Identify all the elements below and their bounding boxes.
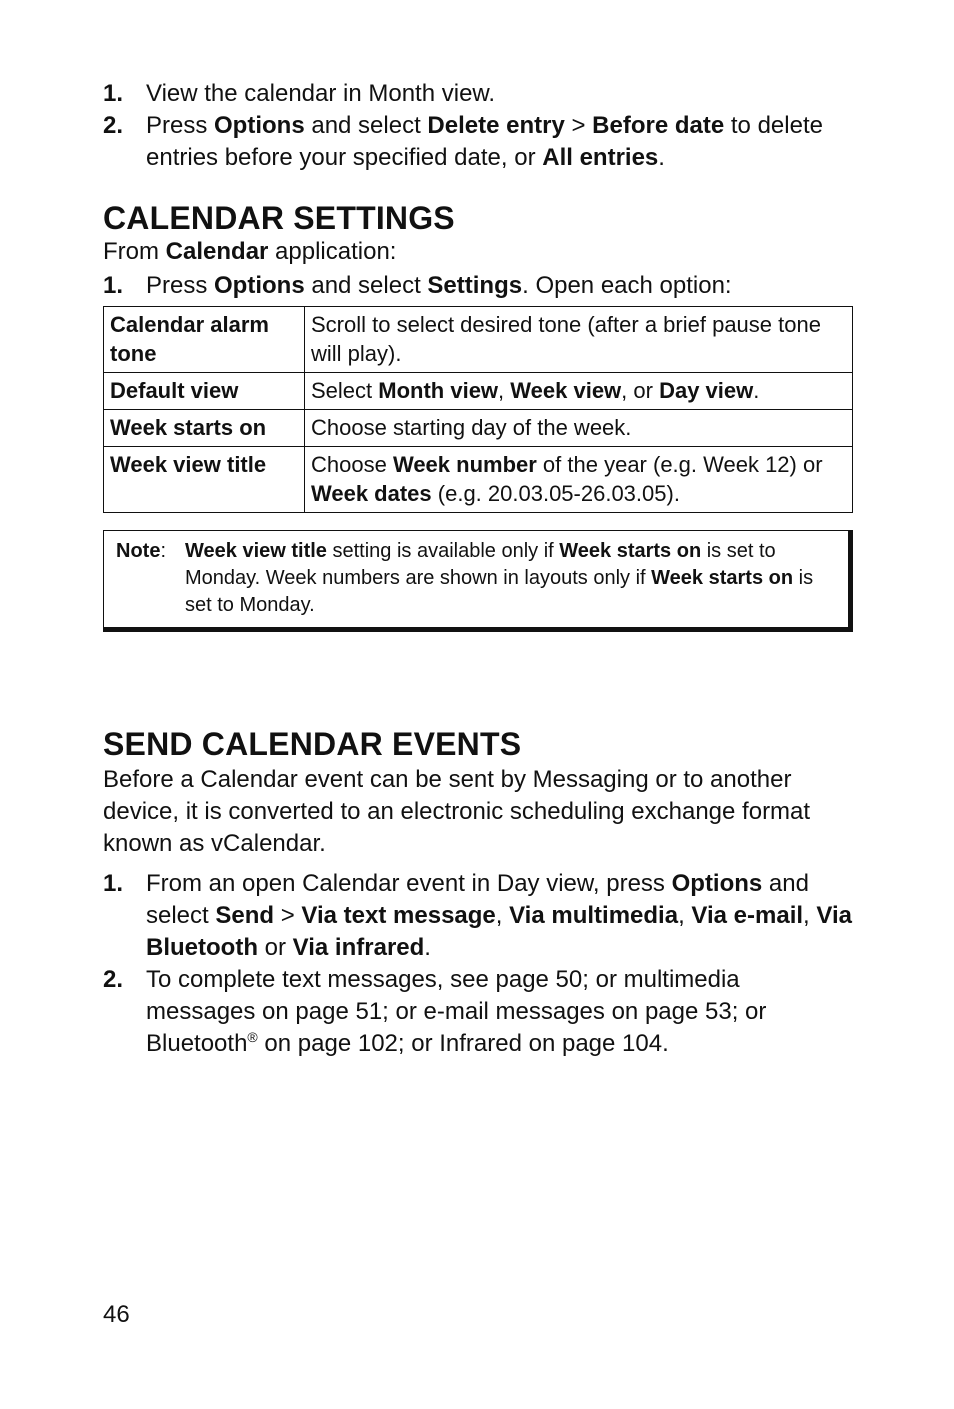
setting-description xyxy=(305,447,853,513)
text-run: , or xyxy=(621,378,660,403)
text-run: Press xyxy=(146,272,215,299)
table-row xyxy=(104,410,853,447)
bold-text: Via text message xyxy=(301,902,496,929)
bold-text: All entries xyxy=(542,144,659,171)
step-text xyxy=(146,110,853,174)
list-item xyxy=(103,78,853,110)
table-row xyxy=(104,447,853,513)
text-run: From an open Calendar event in Day view, press xyxy=(146,870,672,897)
bold-text: Week starts on xyxy=(651,567,794,589)
text-run: . xyxy=(658,144,665,171)
bold-text: Week starts on xyxy=(559,540,702,562)
step-number: 1. xyxy=(103,272,124,299)
calendar-settings-heading: CALENDAR SETTINGS xyxy=(103,200,455,236)
send-steps xyxy=(103,868,853,1060)
text-run: Choose xyxy=(311,452,393,477)
text-run: setting is available only if xyxy=(326,540,560,562)
text-run: Select xyxy=(311,378,379,403)
table-row xyxy=(104,373,853,410)
note-label: Note: xyxy=(116,540,167,562)
text-run: To complete text messages, see page 50; or multimedia messages on page 51; or e-mail messages on page 53; or Bluetooth xyxy=(146,966,767,1057)
text-run: . xyxy=(424,934,431,961)
bold-text: Month view xyxy=(378,378,499,403)
setting-name: Week starts on xyxy=(104,410,305,447)
step-text xyxy=(146,868,853,964)
bold-text: Send xyxy=(215,902,275,929)
text-run: Scroll to select desired tone (after a brief pause tone will play). xyxy=(311,312,821,366)
setting-name: Default view xyxy=(104,373,305,410)
bold-text: Settings xyxy=(427,272,523,299)
text-run: of the year (e.g. Week 12) or xyxy=(536,452,823,477)
text-run: is set to Monday. xyxy=(185,567,814,616)
bold-text: Before date xyxy=(592,112,725,139)
note-text xyxy=(185,538,836,619)
bold-text: Via e-mail xyxy=(691,902,804,929)
step-text xyxy=(146,964,853,1060)
bold-text: Via multimedia xyxy=(509,902,679,929)
text-run: , xyxy=(495,902,510,929)
text-run: and select xyxy=(146,870,809,929)
step-number: 1. xyxy=(103,80,124,107)
step-text xyxy=(146,270,853,302)
list-item xyxy=(103,110,853,174)
bold-text: Options xyxy=(214,272,305,299)
text-run: , xyxy=(678,902,692,929)
note-box xyxy=(103,530,853,632)
text-run: and select xyxy=(304,272,428,299)
step-text xyxy=(146,78,853,110)
bold-text: Week view xyxy=(510,378,622,403)
bold-text: Week dates xyxy=(311,481,432,506)
document-page xyxy=(103,78,853,1060)
text-run: (e.g. 20.03.05-26.03.05). xyxy=(431,481,680,506)
send-calendar-events-heading: SEND CALENDAR EVENTS xyxy=(103,726,522,762)
list-item xyxy=(103,964,853,1060)
from-line xyxy=(103,236,853,268)
bold-text: Delete entry xyxy=(427,112,565,139)
step-number: 2. xyxy=(103,112,124,139)
bold-text: Week view title xyxy=(185,540,327,562)
text-run: to delete entries before your specified date, or xyxy=(146,112,823,171)
bold-text: Options xyxy=(671,870,763,897)
text-run: ® xyxy=(247,1029,258,1045)
table-row xyxy=(104,307,853,373)
text-run: , xyxy=(803,902,817,929)
bold-text: Day view xyxy=(659,378,754,403)
text-run: > xyxy=(274,902,302,929)
setting-description xyxy=(305,307,853,373)
text-run: . xyxy=(753,378,760,403)
bold-text: Calendar xyxy=(165,238,269,265)
text-run: and select xyxy=(304,112,428,139)
text-run: Press xyxy=(146,112,215,139)
text-run: View the calendar in Month view. xyxy=(146,80,496,107)
send-intro-paragraph: Before a Calendar event can be sent by Messaging or to another device, it is converted to an electronic scheduling exchange format known as vCalendar. xyxy=(103,766,811,857)
page-number: 46 xyxy=(103,1301,130,1328)
settings-step xyxy=(103,270,853,302)
setting-description xyxy=(305,410,853,447)
list-item xyxy=(103,868,853,964)
text-run: From xyxy=(103,238,166,265)
step-number: 2. xyxy=(103,966,124,993)
setting-description xyxy=(305,373,853,410)
text-run: , xyxy=(498,378,511,403)
text-run: or xyxy=(257,934,293,961)
bold-text: Options xyxy=(214,112,305,139)
text-run: on page 102; or Infrared on page 104. xyxy=(257,1030,669,1057)
text-run: is set to Monday. Week numbers are shown in layouts only if xyxy=(185,540,776,589)
bold-text: Via Bluetooth xyxy=(146,902,852,961)
bold-text: Week number xyxy=(392,452,537,477)
text-run: . Open each option: xyxy=(522,272,732,299)
text-run: > xyxy=(564,112,593,139)
setting-name: Calendar alarm tone xyxy=(104,307,305,373)
intro-steps xyxy=(103,78,853,174)
text-run: application: xyxy=(268,238,397,265)
bold-text: Via infrared xyxy=(292,934,425,961)
settings-table xyxy=(103,306,853,513)
setting-name: Week view title xyxy=(104,447,305,513)
step-number: 1. xyxy=(103,870,124,897)
text-run: Choose starting day of the week. xyxy=(311,415,632,440)
